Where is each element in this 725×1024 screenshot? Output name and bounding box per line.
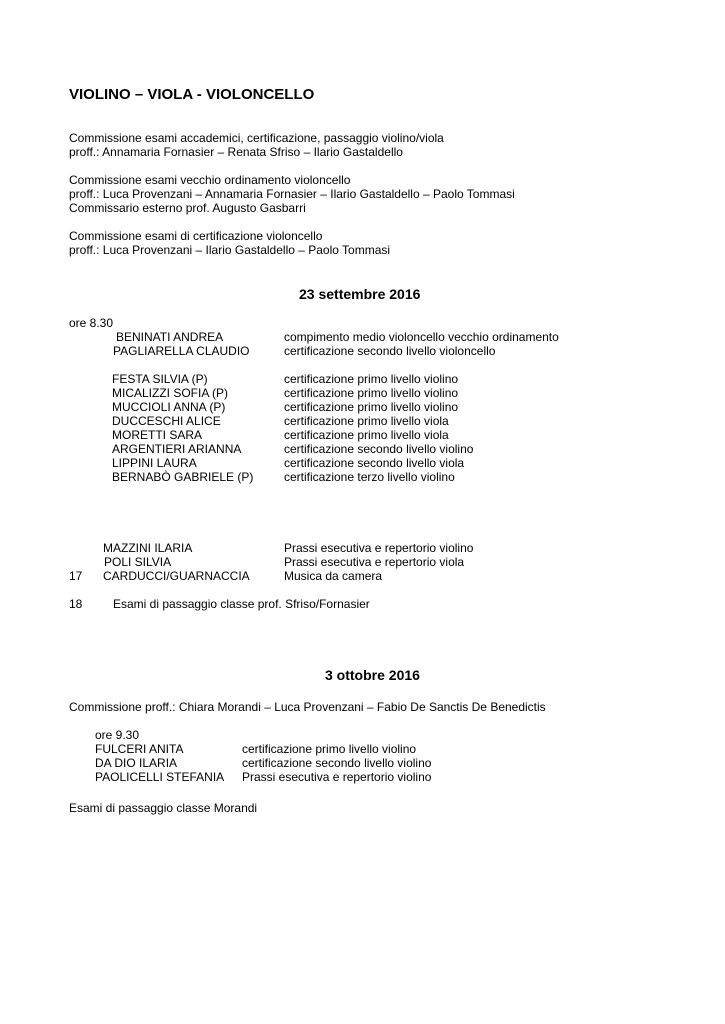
candidate-name: ARGENTIERI ARIANNA [112,442,242,456]
exam-type: certificazione primo livello violino [284,400,459,414]
exam-type: compimento medio violoncello vecchio ordinamento [284,330,559,344]
commission-line: proff.: Annamaria Fornasier – Renata Sfriso – Ilario Gastaldello [69,145,403,159]
exam-name-column [95,742,224,784]
exam-name-column [103,541,192,555]
candidate-name: FESTA SILVIA (P) [112,372,208,386]
exam-type: Prassi esecutiva e repertorio violino [242,770,432,784]
exam-type: certificazione primo livello viola [284,414,449,428]
candidate-name: LIPPINI LAURA [112,456,197,470]
candidate-name: MORETTI SARA [112,428,203,442]
exam-type: certificazione terzo livello violino [284,470,455,484]
exam-name-column [113,344,250,358]
candidate-name: POLI SILVIA [104,555,172,569]
hour-label: 17 [69,569,83,583]
exam-type: certificazione primo livello violino [284,372,459,386]
candidate-name: PAOLICELLI STEFANIA [95,770,225,784]
commission-line: Commissione esami vecchio ordinamento violoncello [69,173,351,187]
exam-type-column [242,742,431,784]
candidate-name: PAGLIARELLA CLAUDIO [113,344,250,358]
candidate-name: DUCCESCHI ALICE [112,414,221,428]
page-title: VIOLINO – VIOLA - VIOLONCELLO [69,86,315,103]
exam-type: certificazione primo livello viola [284,428,449,442]
exam-type: Musica da camera [284,569,383,583]
commission-block-cello-old [69,173,515,215]
passage-exam-note: Esami di passaggio classe Morandi [69,801,258,815]
exam-type-column [284,330,559,358]
candidate-name: CARDUCCI/GUARNACCIA [103,569,250,583]
candidate-name: MAZZINI ILARIA [103,541,193,555]
commission-block-academic [69,131,444,159]
commission-line: proff.: Luca Provenzani – Annamaria Fornasier – Ilario Gastaldello – Paolo Tommasi [69,187,515,201]
exam-type: certificazione secondo livello violino [242,756,432,770]
date-heading-day2: 3 ottobre 2016 [325,667,420,683]
exam-type: certificazione secondo livello viola [284,456,465,470]
time-label-day1: ore 8.30 [69,316,114,330]
date-heading-day1: 23 settembre 2016 [299,286,421,302]
candidate-name: BENINATI ANDREA [116,330,224,344]
exam-name-column [104,555,171,569]
exam-type-column [284,372,473,484]
commission-block-cello-cert [69,229,390,257]
exam-type: certificazione primo livello violino [284,386,459,400]
candidate-name: MICALIZZI SOFIA (P) [112,386,229,400]
exam-type: certificazione secondo livello violoncello [284,344,496,358]
exam-type: Prassi esecutiva e repertorio violino [284,541,474,555]
commission-line: Commissione esami di certificazione violoncello [69,229,323,243]
hour-label: 18 [69,597,83,611]
candidate-name: BERNABÒ GABRIELE (P) [112,470,254,484]
exam-name-column [116,330,223,344]
exam-name-column [103,569,250,583]
passage-exam-note: Esami di passaggio classe prof. Sfriso/Fornasier [113,597,370,611]
commission-line-day2: Commissione proff.: Chiara Morandi – Luca Provenzani – Fabio De Sanctis De Benedictis [69,700,546,714]
exam-name-column [112,372,253,484]
exam-type: certificazione secondo livello violino [284,442,474,456]
commission-line: proff.: Luca Provenzani – Ilario Gastaldello – Paolo Tommasi [69,243,391,257]
exam-type: Prassi esecutiva e repertorio viola [284,555,465,569]
commission-line: Commissario esterno prof. Augusto Gasbarri [69,201,306,215]
exam-type-column [284,541,473,583]
commission-line: Commissione esami accademici, certificazione, passaggio violino/viola [69,131,444,145]
candidate-name: MUCCIOLI ANNA (P) [112,400,226,414]
time-label-day2: ore 9.30 [95,728,140,742]
exam-type: certificazione primo livello violino [242,742,417,756]
candidate-name: FULCERI ANITA [95,742,184,756]
candidate-name: DA DIO ILARIA [95,756,178,770]
